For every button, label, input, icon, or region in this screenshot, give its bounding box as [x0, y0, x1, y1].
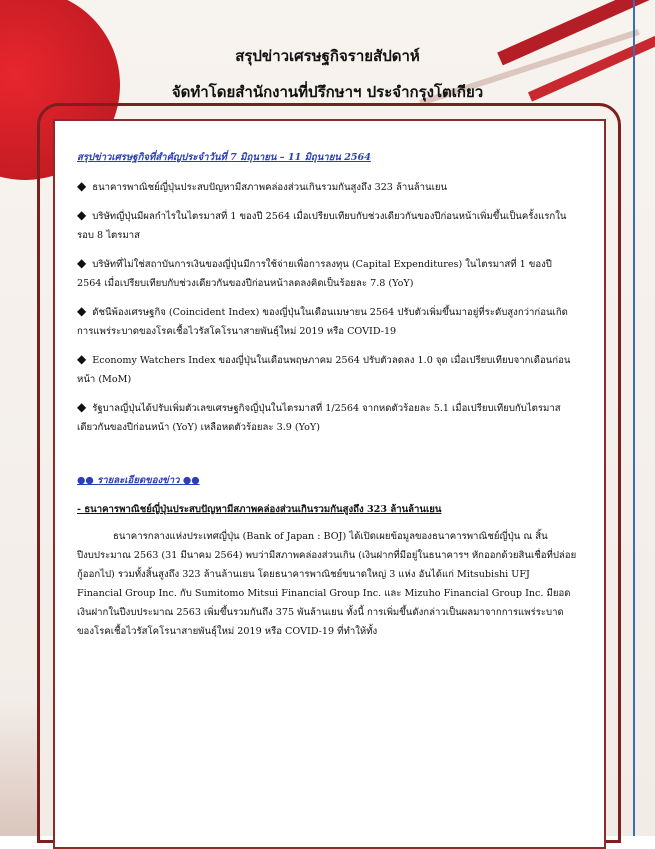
title-line-1: สรุปข่าวเศรษฐกิจรายสัปดาห์ [235, 47, 420, 65]
diamond-bullet-icon: ◆ [77, 400, 87, 414]
details-heading[interactable]: ●● รายละเอียดของข่าว ●● [77, 475, 200, 486]
title-line-2: จัดทำโดยสำนักงานที่ปรึกษาฯ ประจำกรุงโตเกียว [171, 83, 484, 101]
summary-heading[interactable]: สรุปข่าวเศรษฐกิจที่สำคัญประจำวันที่ 7 มิถุนายน – 11 มิถุนายน 2564 [77, 152, 371, 163]
summary-item-4 [77, 302, 577, 341]
summary-item-6 [77, 398, 577, 437]
summary-item-text: บริษัทที่ไม่ใช่สถาบันการเงินของญี่ปุ่นมีการใช้จ่ายเพื่อการลงทุน (Capital Expenditures) ในไตรมาสที่ 1 ของปี 2564 เมื่อเปรียบเทียบกับช่วงเดียวกันของปีก่อนหน้าลดลงคิดเป็นร้อยละ 7.8 (YoY) [77, 259, 552, 289]
summary-item-3 [77, 254, 577, 293]
summary-item-text: รัฐบาลญี่ปุ่นได้ปรับเพิ่มตัวเลขเศรษฐกิจญี่ปุ่นในไตรมาสที่ 1/2564 จากหดตัวร้อยละ 5.1 เมื่อเปรียบเทียบกับไตรมาสเดียวกันของปีก่อนหน้า (YoY) เหลือหดตัวร้อยละ 3.9 (YoY) [77, 403, 561, 433]
diamond-bullet-icon: ◆ [77, 179, 87, 193]
document-title [0, 38, 655, 110]
diamond-bullet-icon: ◆ [77, 208, 87, 222]
summary-item-text: บริษัทญี่ปุ่นมีผลกำไรในไตรมาสที่ 1 ของปี 2564 เมื่อเปรียบเทียบกับช่วงเดียวกันของปีก่อนหน้าเพิ่มขึ้นเป็นครั้งแรกในรอบ 8 ไตรมาส [77, 211, 567, 241]
details-paragraph: ธนาคารกลางแห่งประเทศญี่ปุ่น (Bank of Japan : BOJ) ได้เปิดเผยข้อมูลของธนาคารพาณิชย์ญี่ปุ่น ณ สิ้นปีงบประมาณ 2563 (31 มีนาคม 2564) พบว่ามีสภาพคล่องส่วนเกิน (เงินฝากที่มีอยู่ในธนาคารฯ หักออกด้วยสินเชื่อที่ปล่อยกู้ออกไป) รวมทั้งสิ้นสูงถึง 323 ล้านล้านเยน โดยธนาคารพาณิชย์ขนาดใหญ่ 3 แห่ง อันได้แก่ Mitsubishi UFJ Financial Group Inc. กับ Sumitomo Mitsui Financial Group Inc. และ Mizuho Financial Group Inc. มียอดเงินฝากในปีงบประมาณ 2563 เพิ่มขึ้นรวมกันถึง 375 พันล้านเยน ทั้งนี้ การเพิ่มขึ้นดังกล่าวเป็นผลมาจากการแพร่ระบาดของโรคเชื้อไวรัสโคโรนาสายพันธุ์ใหม่ 2019 หรือ COVID-19 ที่ทำให้ทั้ง [77, 531, 577, 637]
summary-item-5 [77, 350, 577, 389]
diamond-bullet-icon: ◆ [77, 352, 87, 366]
summary-item-text: ธนาคารพาณิชย์ญี่ปุ่นประสบปัญหามีสภาพคล่องส่วนเกินรวมกันสูงถึง 323 ล้านล้านเยน [92, 182, 448, 193]
summary-item-text: Economy Watchers Index ของญี่ปุ่นในเดือนพฤษภาคม 2564 ปรับตัวลดลง 1.0 จุด เมื่อเปรียบเทียบจากเดือนก่อนหน้า (MoM) [77, 355, 571, 385]
summary-item-1 [77, 177, 577, 197]
summary-item-2 [77, 206, 577, 245]
diamond-bullet-icon: ◆ [77, 256, 87, 270]
document-content [77, 148, 577, 641]
corner-wave-decoration [0, 700, 40, 836]
summary-item-text: ดัชนีพ้องเศรษฐกิจ (Coincident Index) ของญี่ปุ่นในเดือนเมษายน 2564 ปรับตัวเพิ่มขึ้นมาอยู่ที่ระดับสูงกว่าก่อนเกิดการแพร่ระบาดของโรคเชื้อไวรัสโคโรนาสายพันธุ์ใหม่ 2019 หรือ COVID-19 [77, 307, 568, 337]
diamond-bullet-icon: ◆ [77, 304, 87, 318]
details-subheading: - ธนาคารพาณิชย์ญี่ปุ่นประสบปัญหามีสภาพคล่องส่วนเกินรวมกันสูงถึง 323 ล้านล้านเยน [77, 504, 442, 515]
page-edge-line [633, 0, 635, 836]
